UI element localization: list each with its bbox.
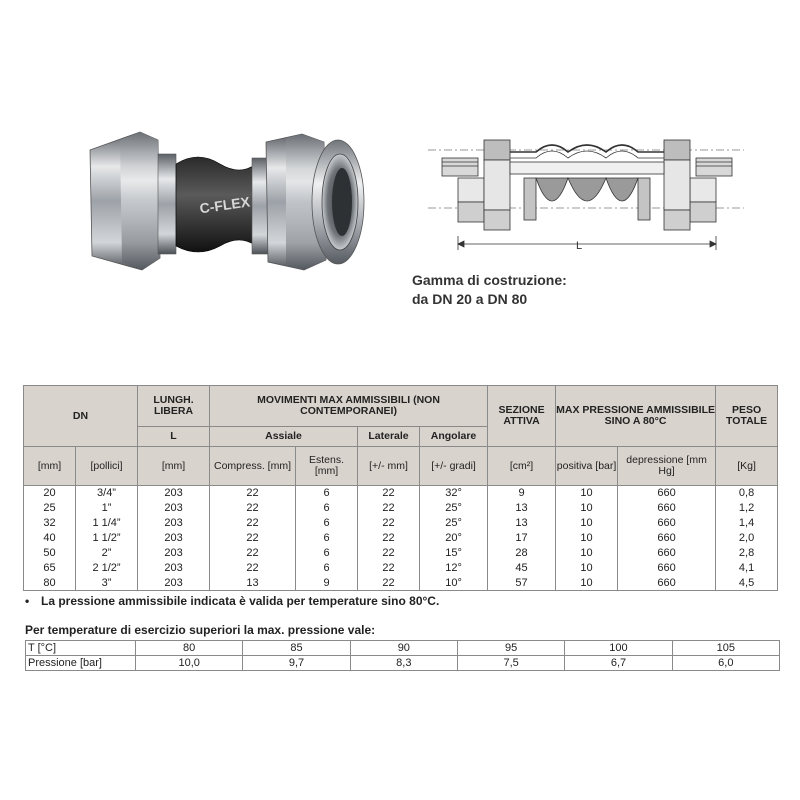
unit-cm2: [cm²] [488,447,556,486]
cell-depressione: 660 [618,576,716,591]
header-lungh: LUNGH. LIBERA [138,386,210,427]
cell-dn-inch: 2” [76,546,138,561]
temp-title: Per temperature di esercizio superiori la max. pressione vale: [25,623,376,637]
cell-compress: 22 [210,531,296,546]
cell-positiva: 10 [556,546,618,561]
temp-value: 100 [565,641,672,656]
table-row [24,486,778,501]
header-max-pressione: MAX PRESSIONE AMMISSIBILE SINO A 80°C [556,386,716,447]
pressure-row [26,656,780,671]
cell-peso: 1,2 [716,501,778,516]
unit-compress: Compress. [mm] [210,447,296,486]
cell-dn-inch: 2 1/2” [76,561,138,576]
cell-compress: 22 [210,501,296,516]
cell-laterale: 22 [358,531,420,546]
cell-length: 203 [138,561,210,576]
cell-depressione: 660 [618,486,716,501]
cell-sezione: 28 [488,546,556,561]
cell-angolare: 10° [420,576,488,591]
cell-dn-inch: 1 1/4” [76,516,138,531]
construction-range [412,271,567,309]
range-line-2: da DN 20 a DN 80 [412,291,528,307]
header-assiale: Assiale [210,427,358,447]
cell-length: 203 [138,546,210,561]
header-peso: PESO TOTALE [716,386,778,447]
temp-value: 90 [350,641,457,656]
cell-sezione: 17 [488,531,556,546]
cell-estens: 9 [296,576,358,591]
cell-depressione: 660 [618,516,716,531]
cell-compress: 13 [210,576,296,591]
cell-length: 203 [138,531,210,546]
cell-angolare: 32° [420,486,488,501]
unit-kg: [Kg] [716,447,778,486]
cell-peso: 2,8 [716,546,778,561]
table-row [24,576,778,591]
cell-sezione: 13 [488,516,556,531]
cell-depressione: 660 [618,501,716,516]
cell-compress: 22 [210,561,296,576]
cell-positiva: 10 [556,501,618,516]
note-text: La pressione ammissibile indicata è valida per temperature sino 80°C. [41,594,440,608]
header-l: L [138,427,210,447]
table-row [24,516,778,531]
unit-positiva: positiva [bar] [556,447,618,486]
cell-estens: 6 [296,516,358,531]
cell-depressione: 660 [618,531,716,546]
product-image [80,120,370,290]
pressure-value: 6,0 [672,656,779,671]
cell-angolare: 12° [420,561,488,576]
header-sezione: SEZIONE ATTIVA [488,386,556,447]
unit-mm-length: [mm] [138,447,210,486]
temp-value: 95 [457,641,564,656]
pressure-value: 8,3 [350,656,457,671]
unit-depressione: depressione [mm Hg] [618,447,716,486]
cell-compress: 22 [210,486,296,501]
cell-dn-mm: 20 [24,486,76,501]
brand-text: C-FLEX [198,193,251,217]
header-angolare: Angolare [420,427,488,447]
cell-dn-mm: 32 [24,516,76,531]
cell-dn-mm: 50 [24,546,76,561]
cell-dn-inch: 1” [76,501,138,516]
cell-laterale: 22 [358,576,420,591]
header-laterale: Laterale [358,427,420,447]
cell-peso: 0,8 [716,486,778,501]
table-row [24,561,778,576]
cell-length: 203 [138,516,210,531]
cell-compress: 22 [210,546,296,561]
cell-angolare: 15° [420,546,488,561]
temp-row [26,641,780,656]
cell-estens: 6 [296,486,358,501]
cell-dn-inch: 3” [76,576,138,591]
cell-laterale: 22 [358,486,420,501]
cell-length: 203 [138,576,210,591]
cell-dn-mm: 25 [24,501,76,516]
cell-estens: 6 [296,531,358,546]
header-movimenti: MOVIMENTI MAX AMMISSIBILI (NON CONTEMPORANEI) [210,386,488,427]
cell-peso: 1,4 [716,516,778,531]
cell-laterale: 22 [358,561,420,576]
cell-positiva: 10 [556,486,618,501]
cell-dn-mm: 40 [24,531,76,546]
cell-laterale: 22 [358,501,420,516]
cell-peso: 2,0 [716,531,778,546]
pressure-value: 7,5 [457,656,564,671]
cell-dn-inch: 1 1/2” [76,531,138,546]
cell-peso: 4,5 [716,576,778,591]
cross-section-drawing [428,128,744,258]
pressure-value: 10,0 [136,656,243,671]
cell-estens: 6 [296,501,358,516]
dimension-label: L [576,240,583,252]
cell-positiva: 10 [556,576,618,591]
unit-pollici: [pollici] [76,447,138,486]
temp-label: T [°C] [26,641,136,656]
cell-depressione: 660 [618,546,716,561]
cell-angolare: 25° [420,501,488,516]
temp-value: 105 [672,641,779,656]
cell-length: 203 [138,501,210,516]
pressure-note [25,594,439,608]
cell-sezione: 57 [488,576,556,591]
table-row [24,531,778,546]
spec-table [23,385,778,591]
spec-rows [24,486,778,591]
table-row [24,501,778,516]
temp-value: 80 [136,641,243,656]
unit-mm: [mm] [24,447,76,486]
cell-angolare: 20° [420,531,488,546]
cell-estens: 6 [296,546,358,561]
pressure-label: Pressione [bar] [26,656,136,671]
range-line-1: Gamma di costruzione: [412,272,567,288]
unit-angolare: [+/- gradi] [420,447,488,486]
cell-depressione: 660 [618,561,716,576]
pressure-value: 9,7 [243,656,350,671]
cell-sezione: 13 [488,501,556,516]
cell-positiva: 10 [556,531,618,546]
unit-laterale: [+/- mm] [358,447,420,486]
cell-positiva: 10 [556,561,618,576]
cell-sezione: 45 [488,561,556,576]
cell-compress: 22 [210,516,296,531]
cell-estens: 6 [296,561,358,576]
cell-angolare: 25° [420,516,488,531]
cell-dn-mm: 65 [24,561,76,576]
pressure-value: 6,7 [565,656,672,671]
cell-dn-inch: 3/4” [76,486,138,501]
cell-laterale: 22 [358,516,420,531]
cell-dn-mm: 80 [24,576,76,591]
cell-peso: 4,1 [716,561,778,576]
cell-laterale: 22 [358,546,420,561]
header-dn: DN [24,386,138,447]
cell-sezione: 9 [488,486,556,501]
note-bullet: • [25,594,30,608]
cell-length: 203 [138,486,210,501]
temp-value: 85 [243,641,350,656]
temp-table [25,640,780,671]
cell-positiva: 10 [556,516,618,531]
unit-estens: Estens. [mm] [296,447,358,486]
table-row [24,546,778,561]
